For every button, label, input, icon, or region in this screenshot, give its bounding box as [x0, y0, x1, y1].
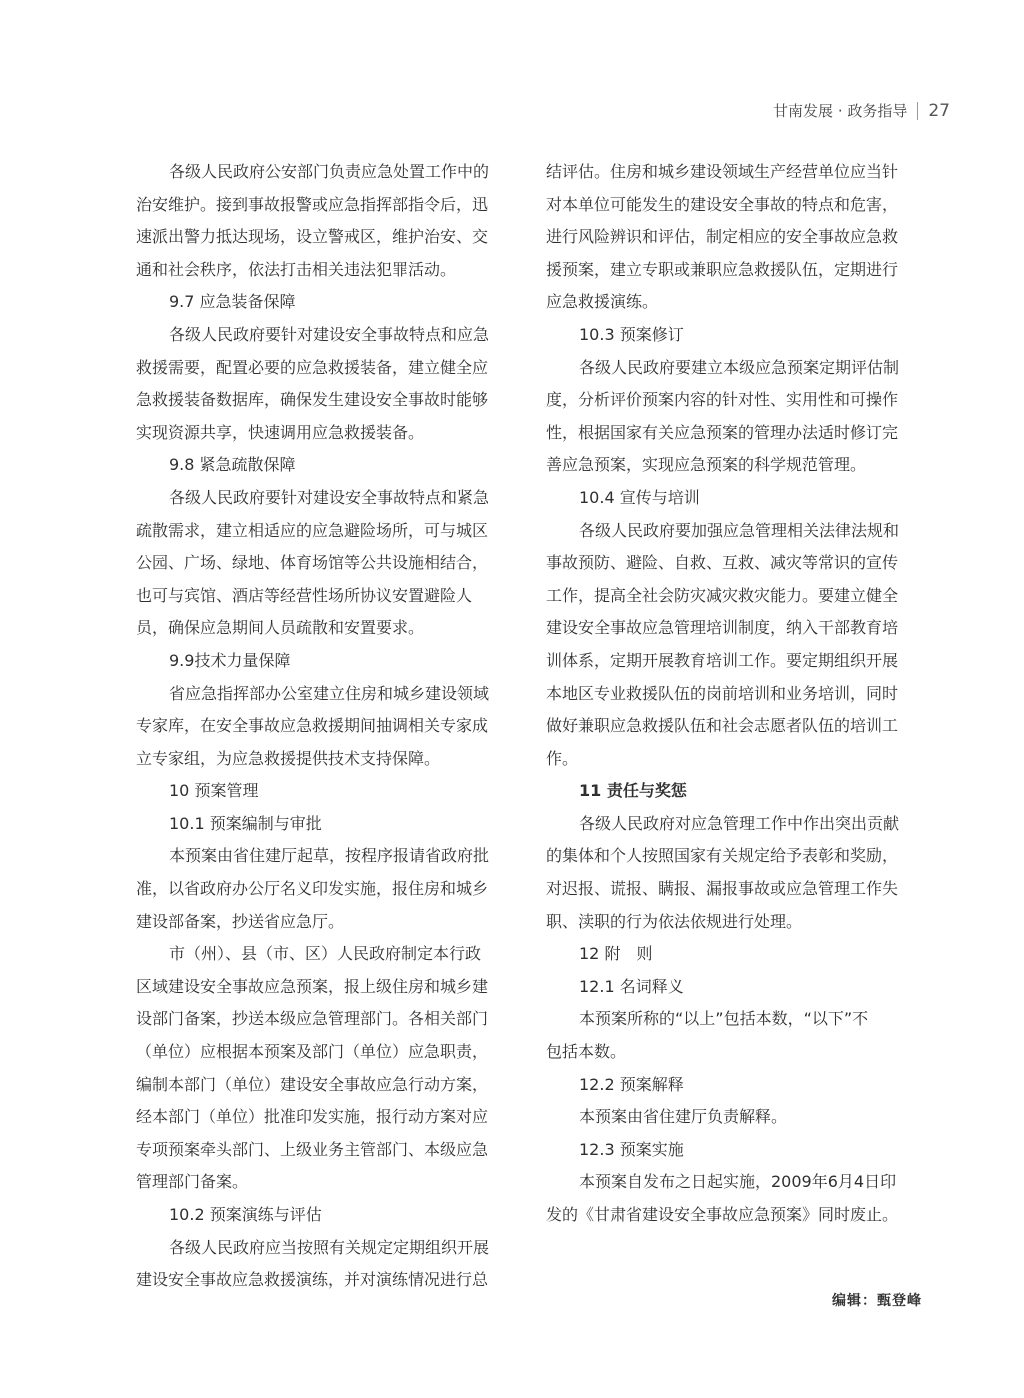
text-line: 急救援装备数据库，确保发生建设安全事故时能够: [136, 390, 489, 410]
text-line: 职、渎职的行为依法依规进行处理。: [546, 911, 803, 931]
text-line: 度，分析评价预案内容的针对性、实用性和可操作: [546, 390, 899, 410]
section-heading: 10 预案管理: [169, 781, 259, 801]
text-line: 各级人民政府应当按照有关规定定期组织开展: [169, 1237, 490, 1257]
section-heading: 9.7 应急装备保障: [169, 292, 296, 312]
text-line: 本预案由省住建厅负责解释。: [579, 1107, 788, 1127]
text-line: 本地区专业救援队伍的岗前培训和业务培训，同时: [546, 683, 899, 703]
section-heading: 12 附 则: [579, 944, 653, 964]
text-line: 各级人民政府要针对建设安全事故特点和紧急: [169, 487, 490, 507]
text-line: 经本部门（单位）批准印发实施，报行动方案对应: [136, 1107, 489, 1127]
text-line: 公园、广场、绿地、体育场馆等公共设施相结合，: [136, 553, 489, 573]
text-line: 治安维护。接到事故报警或应急指挥部指令后，迅: [136, 194, 489, 214]
text-line: 训体系，定期开展教育培训工作。要定期组织开展: [546, 650, 899, 670]
section-heading: 10.3 预案修订: [579, 324, 684, 344]
text-line: 对本单位可能发生的建设安全事故的特点和危害，: [546, 194, 899, 214]
section-heading: 10.2 预案演练与评估: [169, 1205, 322, 1224]
text-line: 建设安全事故应急管理培训制度，纳入干部教育培: [546, 618, 899, 638]
text-line: 通和社会秩序，依法打击相关违法犯罪活动。: [136, 259, 457, 279]
text-line: 本预案自发布之日起实施，2009年6月4日印: [579, 1172, 897, 1192]
editor-credit: 编辑：甄登峰: [832, 1293, 922, 1309]
text-line: 做好兼职应急救援队伍和社会志愿者队伍的培训工: [546, 716, 899, 736]
page-number: 27: [928, 100, 950, 121]
text-line: 各级人民政府要针对建设安全事故特点和应急: [169, 324, 490, 344]
text-line: 性，根据国家有关应急预案的管理办法适时修订完: [546, 422, 899, 442]
section-heading: 12.3 预案实施: [579, 1139, 684, 1159]
text-line: 各级人民政府公安部门负责应急处置工作中的: [169, 162, 490, 181]
text-line: 市（州）、县（市、区）人民政府制定本行政: [169, 944, 482, 964]
text-line: 各级人民政府要建立本级应急预案定期评估制: [579, 357, 900, 377]
text-line: 员，确保应急期间人员疏散和安置要求。: [136, 618, 425, 638]
section-heading: 12.1 名词释义: [579, 976, 684, 996]
text-line: 的集体和个人按照国家有关规定给予表彰和奖励，: [546, 846, 899, 866]
text-line: 各级人民政府对应急管理工作中作出突出贡献: [579, 813, 900, 833]
text-line: 设部门备案，抄送本级应急管理部门。各相关部门: [136, 1009, 489, 1029]
text-line: 善应急预案，实现应急预案的科学规范管理。: [546, 455, 867, 475]
text-line: 本预案由省住建厅起草，按程序报请省政府批: [169, 846, 490, 866]
header-divider: [917, 102, 918, 120]
text-line: 专项预案牵头部门、上级业务主管部门、本级应急: [136, 1139, 489, 1159]
left-text-column: [136, 156, 512, 1297]
text-line: 作。: [546, 748, 579, 768]
text-line: 区域建设安全事故应急预案，报上级住房和城乡建: [136, 976, 489, 996]
section-heading: 10.1 预案编制与审批: [169, 813, 322, 833]
section-heading: 10.4 宣传与培训: [579, 487, 700, 507]
section-heading: 9.8 紧急疏散保障: [169, 455, 296, 475]
text-line: 对迟报、谎报、瞒报、漏报事故或应急管理工作失: [546, 879, 899, 899]
text-line: 编制本部门（单位）建设安全事故应急行动方案，: [136, 1074, 489, 1094]
text-line: 各级人民政府要加强应急管理相关法律法规和: [579, 520, 900, 540]
text-line: 省应急指挥部办公室建立住房和城乡建设领域: [169, 683, 490, 703]
text-line: 管理部门备案。: [136, 1172, 249, 1192]
text-line: 工作，提高全社会防灾减灾救灾能力。要建立健全: [546, 585, 899, 605]
text-line: 援预案，建立专职或兼职应急救援队伍，定期进行: [546, 259, 899, 279]
text-line: 包括本数。: [546, 1042, 627, 1062]
text-line: 发的《甘肃省建设安全事故应急预案》同时废止。: [546, 1205, 899, 1224]
text-line: 救援需要，配置必要的应急救援装备，建立健全应: [136, 357, 489, 377]
text-line: 建设安全事故应急救援演练，并对演练情况进行总: [136, 1270, 489, 1290]
text-line: 速派出警力抵达现场，设立警戒区，维护治安、交: [136, 227, 489, 247]
text-line: 建设部备案，抄送省应急厅。: [136, 911, 345, 931]
running-header: [773, 100, 950, 121]
text-line: 事故预防、避险、自救、互救、减灾等常识的宣传: [546, 553, 899, 573]
text-line: 疏散需求，建立相适应的应急避险场所，可与城区: [136, 520, 489, 540]
text-line: 结评估。住房和城乡建设领域生产经营单位应当针: [546, 162, 899, 181]
right-text-column: [546, 156, 922, 1232]
text-line: （单位）应根据本预案及部门（单位）应急职责，: [136, 1042, 489, 1062]
section-heading: 9.9技术力量保障: [169, 650, 291, 670]
text-line: 应急救援演练。: [546, 292, 659, 312]
text-line: 立专家组，为应急救援提供技术支持保障。: [136, 748, 441, 768]
text-line: 实现资源共享，快速调用应急救援装备。: [136, 422, 425, 442]
journal-title: 甘南发展 · 政务指导: [773, 102, 908, 120]
text-line: 本预案所称的“以上”包括本数，“以下”不: [579, 1009, 869, 1029]
section-heading: 12.2 预案解释: [579, 1074, 684, 1094]
text-line: 准，以省政府办公厅名义印发实施，报住房和城乡: [136, 879, 489, 899]
text-line: 进行风险辨识和评估，制定相应的安全事故应急救: [546, 227, 899, 247]
section-heading: 11 责任与奖惩: [579, 781, 687, 801]
text-line: 也可与宾馆、酒店等经营性场所协议安置避险人: [136, 585, 473, 605]
text-line: 专家库，在安全事故应急救援期间抽调相关专家成: [136, 716, 489, 736]
